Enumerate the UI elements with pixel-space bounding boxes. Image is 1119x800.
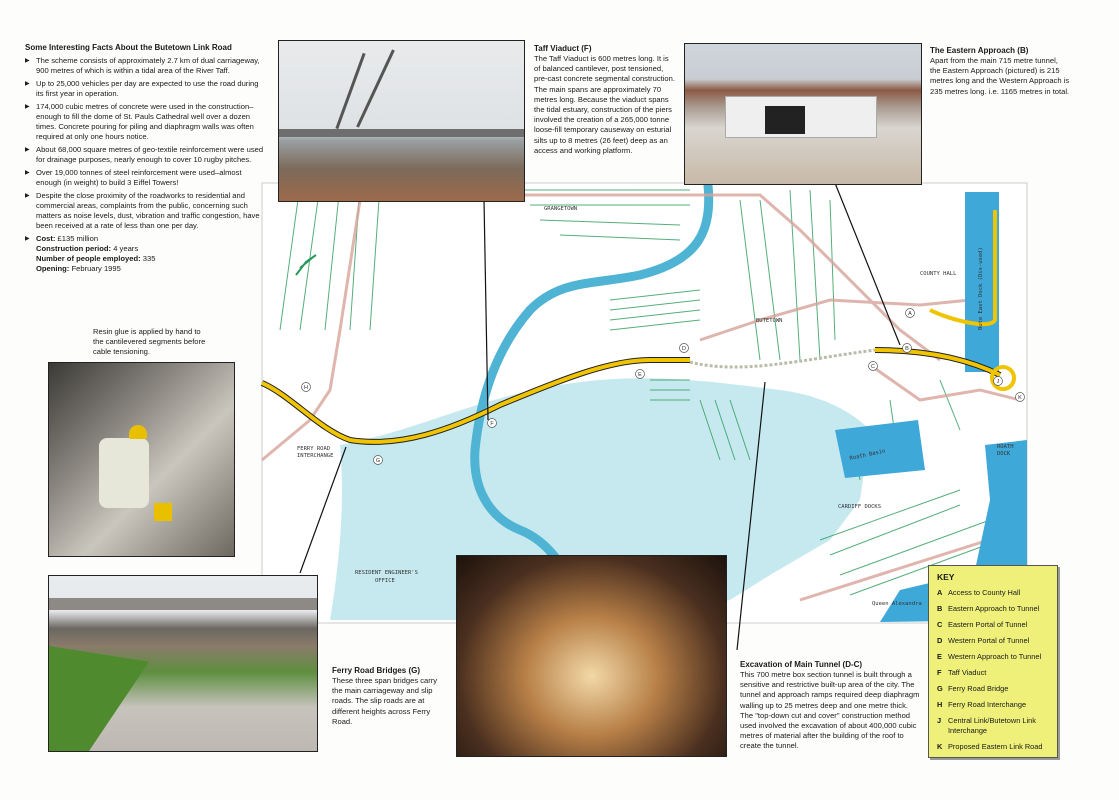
label-dock: DOCK — [997, 451, 1011, 457]
fact-item: ▶ 174,000 cubic metres of concrete were used in the construction–enough to fill the dome of St. Pauls Cathedral well over a dozen times. Concrete pouring for piling and diaphragm walls was often required at only one hours notice. — [25, 102, 265, 142]
label-queen-alexandra: Queen Alexandra — [872, 601, 922, 607]
label-roath-basin: Roath Basin — [849, 448, 887, 462]
ferry-road-body: These three span bridges carry the main carriageway and slip roads. The slip roads are at different heights across Ferry Road. — [332, 676, 438, 726]
photo-taff-viaduct-construction — [278, 40, 525, 202]
key-item — [937, 742, 1053, 752]
key-letter: K — [937, 741, 943, 751]
key-label: Eastern Approach to Tunnel — [948, 604, 1040, 613]
facts-section — [25, 42, 265, 277]
key-item — [937, 652, 1053, 662]
stat-label: Opening: — [36, 264, 70, 273]
fact-item: ▶ About 68,000 square metres of geo-textile reinforcement were used for drainage purposes, nearly enough to cover 10 rugby pitches. — [25, 145, 265, 165]
fact-item: ▶ Up to 25,000 vehicles per day are expected to use the road during its first year in operation. — [25, 79, 265, 99]
point-j: J — [996, 379, 1000, 385]
fact-item: ▶ The scheme consists of approximately 2.7 km of dual carriageway, 900 metres of which is within a tidal area of the River Taff. — [25, 56, 265, 76]
viaduct-deck — [279, 129, 524, 137]
label-office: OFFICE — [375, 578, 395, 584]
key-letter: C — [937, 620, 943, 629]
key-label: Ferry Road Interchange — [948, 700, 1027, 709]
stat-value: 4 years — [113, 244, 139, 253]
point-d: D — [682, 346, 686, 352]
ferry-road-section — [332, 665, 447, 727]
tunnel-entrance — [765, 106, 805, 134]
bridge-deck — [49, 598, 317, 610]
key-label: Central Link/Butetown Link Interchange — [948, 716, 1036, 735]
point-c: C — [871, 364, 875, 370]
label-resident-engineer: RESIDENT ENGINEER'S — [355, 570, 418, 576]
key-title: KEY — [937, 572, 955, 582]
photo-resin-glue-worker — [48, 362, 235, 557]
stat-value: 335 — [142, 254, 156, 263]
stat-label: Number of people employed: — [36, 254, 141, 263]
photo-tunnel-excavation — [456, 555, 727, 757]
key-letter: H — [937, 700, 943, 709]
key-letter: G — [937, 684, 943, 693]
bucket — [154, 503, 172, 521]
label-county-hall: COUNTY HALL — [920, 271, 957, 277]
key-label: Western Approach to Tunnel — [948, 652, 1042, 661]
key-letter: B — [937, 604, 943, 613]
eastern-approach-section — [930, 45, 1070, 97]
key-letter: J — [937, 716, 942, 725]
point-f: F — [490, 421, 494, 427]
key-item — [937, 588, 1053, 598]
label-cardiff-docks: CARDIFF DOCKS — [838, 504, 882, 510]
taff-viaduct-title: Taff Viaduct (F) — [534, 44, 592, 53]
excavation-body: This 700 metre box section tunnel is built through a sensitive and restrictive built-up area of the city. The tunnel and approach ramps required deep diaphragm walling up to 25 metres deep and one metre thick. The "top-down cut and cover" construction method used involved the excavation of about 400,000 cubic metres of material after the building of the roof to create the tunnel. — [740, 670, 920, 751]
key-item — [937, 716, 1053, 735]
label-bute-east-dock: Bute East Dock (Dis-used) — [978, 247, 984, 330]
key-letter: F — [937, 668, 942, 677]
key-letter: E — [937, 652, 942, 661]
key-letter: A — [937, 588, 943, 597]
key-item — [937, 668, 1053, 678]
point-k: K — [1018, 395, 1022, 401]
point-b: B — [905, 346, 909, 352]
key-item — [937, 604, 1053, 614]
point-h: H — [304, 385, 308, 391]
eastern-approach-title: The Eastern Approach (B) — [930, 46, 1029, 55]
fact-item: ▶ Despite the close proximity of the roadworks to residential and commercial areas, complaints from the public, concerning such matters as noise levels, dust, vibration and traffic congestion, have been received at a rate of less than one per day. — [25, 191, 265, 231]
photo-ferry-road-bridges — [48, 575, 318, 752]
taff-viaduct-body: The Taff Viaduct is 600 metres long. It is of balanced cantilever, post tensioned, pre-cast concrete segmental construction. The main spans are approximately 70 metres long. Because the viaduct spans the tidal estuary, construction of the piers involved the creation of a 265,000 tonne loose-fill temporary causeway on esturial silts up to 8 metres (26 feet) deep as an access and working platform. — [534, 54, 675, 155]
key-label: Taff Viaduct — [948, 668, 987, 677]
resin-caption: Resin glue is applied by hand to the cantilevered segments before cable tensioning. — [93, 327, 206, 357]
facts-title: Some Interesting Facts About the Butetown Link Road — [25, 43, 232, 52]
key-item — [937, 700, 1053, 710]
point-g: G — [375, 458, 381, 464]
key-item — [937, 636, 1053, 646]
key-item — [937, 620, 1053, 630]
stat-value: £135 million — [57, 234, 99, 243]
key-label: Ferry Road Bridge — [948, 684, 1009, 693]
key-item — [937, 684, 1053, 694]
key-label: Access to County Hall — [948, 588, 1021, 597]
eastern-approach-body: Apart from the main 715 metre tunnel, the Eastern Approach (pictured) is 215 metres long and the Western Approach is 235 metres long. i.e. 1165 metres in total. — [930, 56, 1070, 96]
label-roath: ROATH — [997, 444, 1014, 450]
hard-hat — [129, 425, 147, 439]
key-label: Western Portal of Tunnel — [948, 636, 1030, 645]
point-e: E — [638, 372, 642, 378]
stat-label: Construction period: — [36, 244, 112, 253]
point-a: A — [908, 311, 912, 317]
map-key — [928, 565, 1058, 758]
key-label: Proposed Eastern Link Road — [948, 741, 1043, 751]
key-letter: D — [937, 636, 943, 645]
taff-viaduct-section — [534, 43, 676, 156]
ferry-road-title: Ferry Road Bridges (G) — [332, 666, 421, 675]
stat-value: February 1995 — [71, 264, 121, 273]
worker — [99, 438, 149, 508]
key-label: Eastern Portal of Tunnel — [948, 620, 1028, 629]
label-interchange: INTERCHANGE — [297, 453, 334, 459]
label-ferry-road: FERRY ROAD — [297, 446, 331, 452]
stat-label: Cost: — [36, 234, 56, 243]
fact-stats — [25, 234, 265, 274]
label-grangetown: GRANGETOWN — [544, 206, 578, 212]
excavation-title: Excavation of Main Tunnel (D-C) — [740, 660, 863, 669]
photo-eastern-approach — [684, 43, 922, 185]
excavation-section — [740, 659, 920, 752]
facts-list — [25, 56, 265, 274]
label-butetown: BUTETOWN — [756, 318, 783, 324]
fact-item: ▶ Over 19,000 tonnes of steel reinforcement were used–almost enough (in weight) to build 3 Eiffel Towers! — [25, 168, 265, 188]
grass-bank — [49, 646, 149, 751]
